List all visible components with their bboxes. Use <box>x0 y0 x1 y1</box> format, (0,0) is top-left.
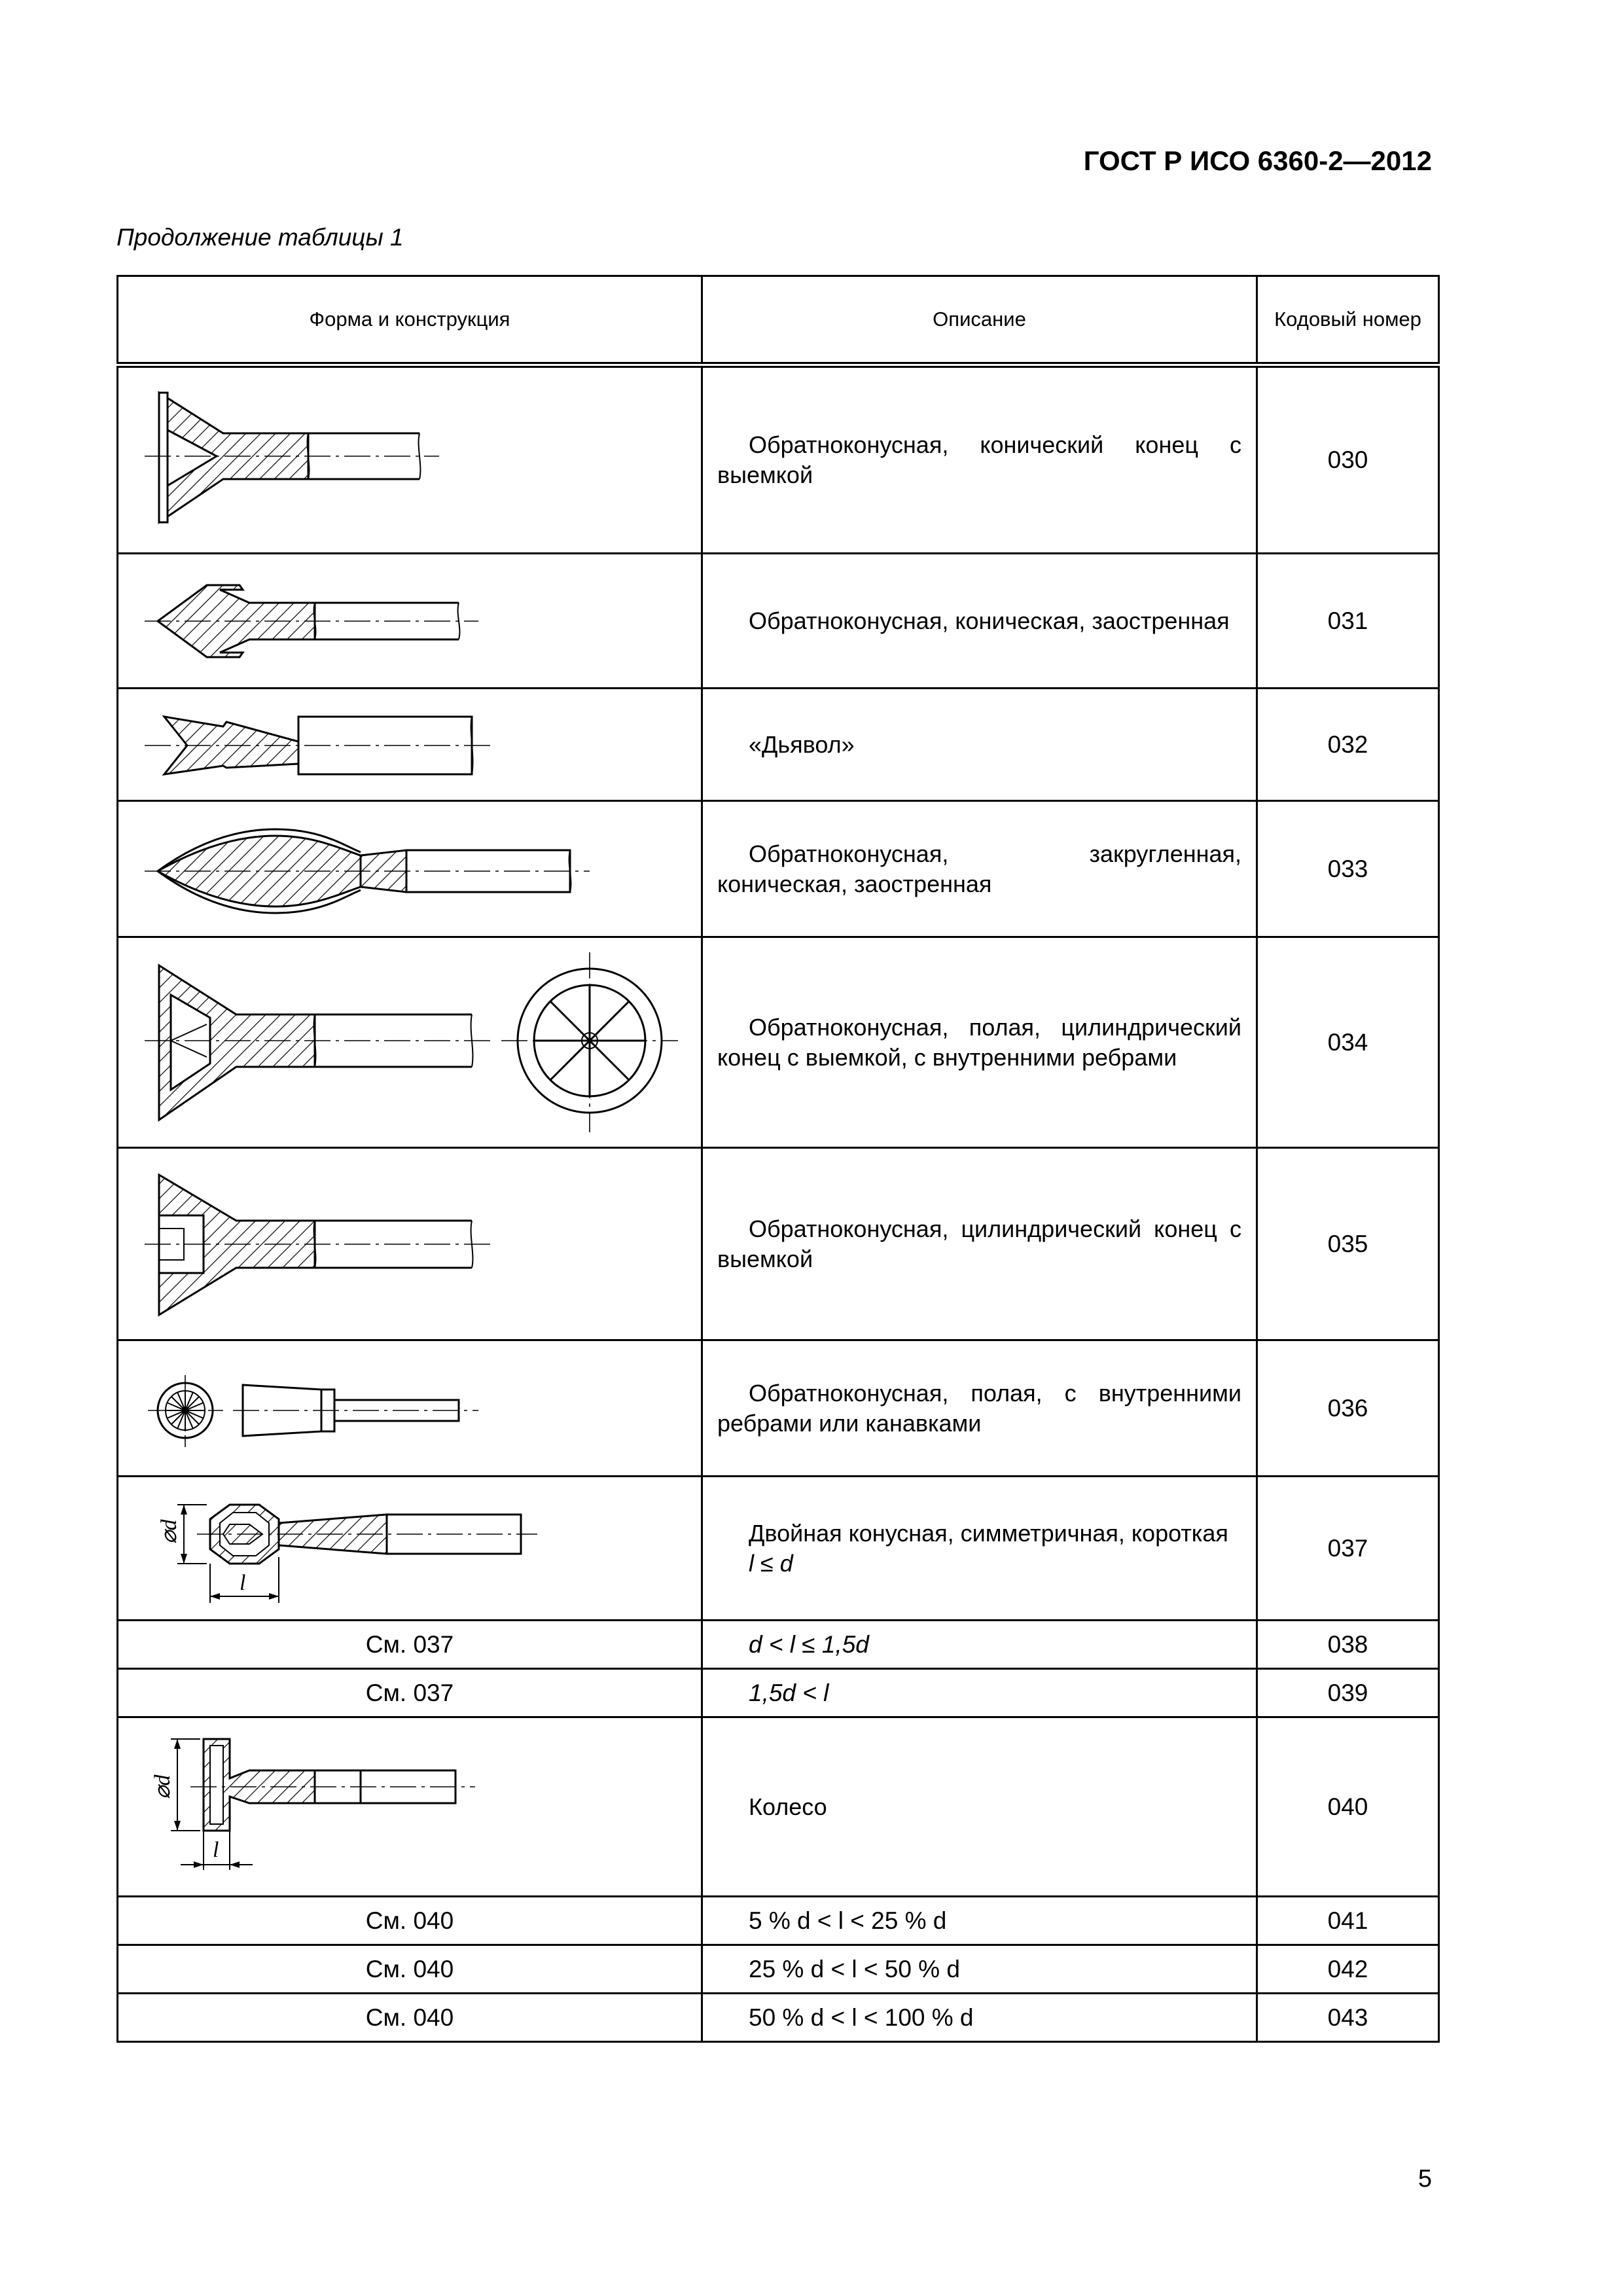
code-cell: 041 <box>1257 1897 1439 1945</box>
table-row <box>118 1994 1439 2042</box>
code-cell: 030 <box>1257 365 1439 554</box>
description-text: Обратноконусная, коническая, заостренная <box>749 607 1230 634</box>
length-label: l <box>213 1837 219 1862</box>
description-text: Обратноконусная, полая, с внутренними ребрами или канавками <box>717 1379 1241 1437</box>
description-cell <box>702 1477 1257 1621</box>
code-cell: 036 <box>1257 1340 1439 1477</box>
code-cell: 042 <box>1257 1945 1439 1994</box>
table-row <box>118 365 1439 554</box>
code-cell: 031 <box>1257 554 1439 689</box>
diameter-label: ⌀d <box>157 1519 181 1544</box>
figure-cell <box>118 365 702 554</box>
code-cell: 035 <box>1257 1148 1439 1340</box>
figure-cell <box>118 1340 702 1477</box>
description-text: «Дьявол» <box>749 730 855 758</box>
description-text: Обратноконусная, конический конец с выемкой <box>717 431 1241 488</box>
code-cell: 043 <box>1257 1994 1439 2042</box>
condition-text: 5 % d < l < 25 % d <box>702 1897 1257 1945</box>
column-header-code: Кодовый номер <box>1257 276 1439 365</box>
figure-cell <box>118 554 702 689</box>
table-header-row <box>118 276 1439 365</box>
description-text: Обратноконусная, полая, цилиндрический конец с выемкой, с внутренними ребрами <box>717 1013 1241 1071</box>
description-cell <box>702 801 1257 937</box>
table-row <box>118 1669 1439 1717</box>
condition-text: 1,5d < l <box>702 1669 1257 1717</box>
description-cell <box>702 1148 1257 1340</box>
table-row <box>118 801 1439 937</box>
description-cell <box>702 1717 1257 1897</box>
column-header-shape: Форма и конструкция <box>118 276 702 365</box>
devil-bur-figure <box>118 691 697 799</box>
description-cell <box>702 689 1257 801</box>
reverse-cone-rounded-pointed-figure <box>118 803 697 935</box>
description-cell <box>702 554 1257 689</box>
table-row <box>118 1897 1439 1945</box>
table-row <box>118 1340 1439 1477</box>
table-row <box>118 554 1439 689</box>
table-caption: Продолжение таблицы 1 <box>116 224 404 251</box>
table-row <box>118 937 1439 1148</box>
column-header-description: Описание <box>702 276 1257 365</box>
code-cell: 032 <box>1257 689 1439 801</box>
see-reference: См. 040 <box>118 1945 702 1994</box>
table-row <box>118 1717 1439 1897</box>
description-cell <box>702 1340 1257 1477</box>
diameter-label: ⌀d <box>151 1774 175 1799</box>
table-row <box>118 1148 1439 1340</box>
figure-cell <box>118 1477 702 1621</box>
description-text: Двойная конусная, симметричная, короткая <box>749 1519 1228 1547</box>
double-cone-symmetric-short-figure <box>118 1479 697 1619</box>
description-text: Обратноконусная, цилиндрический конец с выемкой <box>717 1215 1241 1272</box>
reverse-cone-cylindrical-recessed-figure <box>118 1150 697 1338</box>
code-cell: 033 <box>1257 801 1439 937</box>
figure-cell <box>118 1148 702 1340</box>
figure-cell <box>118 801 702 937</box>
page-number: 5 <box>1418 2165 1432 2193</box>
description-text: Обратноконусная, закругленная, коническая, заостренная <box>717 840 1241 897</box>
see-reference: См. 040 <box>118 1994 702 2042</box>
table-row <box>118 689 1439 801</box>
description-cell <box>702 937 1257 1148</box>
figure-cell <box>118 1717 702 1897</box>
code-cell: 040 <box>1257 1717 1439 1897</box>
condition-text: l ≤ d <box>749 1549 793 1577</box>
figure-cell <box>118 937 702 1148</box>
table-row <box>118 1477 1439 1621</box>
reverse-cone-conical-pointed-figure <box>118 556 697 687</box>
description-cell <box>702 365 1257 554</box>
see-reference: См. 037 <box>118 1669 702 1717</box>
code-cell: 034 <box>1257 937 1439 1148</box>
description-text: Колесо <box>749 1793 827 1820</box>
table-row <box>118 1945 1439 1994</box>
condition-text: 50 % d < l < 100 % d <box>702 1994 1257 2042</box>
see-reference: См. 037 <box>118 1621 702 1669</box>
code-cell: 038 <box>1257 1621 1439 1669</box>
see-reference: См. 040 <box>118 1897 702 1945</box>
reverse-cone-hollow-ribbed-figure <box>118 939 697 1146</box>
reverse-cone-conical-recessed-end-figure <box>118 368 697 552</box>
condition-text: 25 % d < l < 50 % d <box>702 1945 1257 1994</box>
code-cell: 037 <box>1257 1477 1439 1621</box>
reverse-cone-hollow-grooved-figure <box>118 1342 697 1475</box>
bur-shapes-table <box>116 275 1440 2043</box>
standard-number: ГОСТ Р ИСО 6360-2—2012 <box>1083 145 1432 176</box>
length-label: l <box>240 1570 246 1595</box>
condition-text: d < l ≤ 1,5d <box>702 1621 1257 1669</box>
wheel-figure <box>118 1719 697 1895</box>
figure-cell <box>118 689 702 801</box>
table-row <box>118 1621 1439 1669</box>
code-cell: 039 <box>1257 1669 1439 1717</box>
